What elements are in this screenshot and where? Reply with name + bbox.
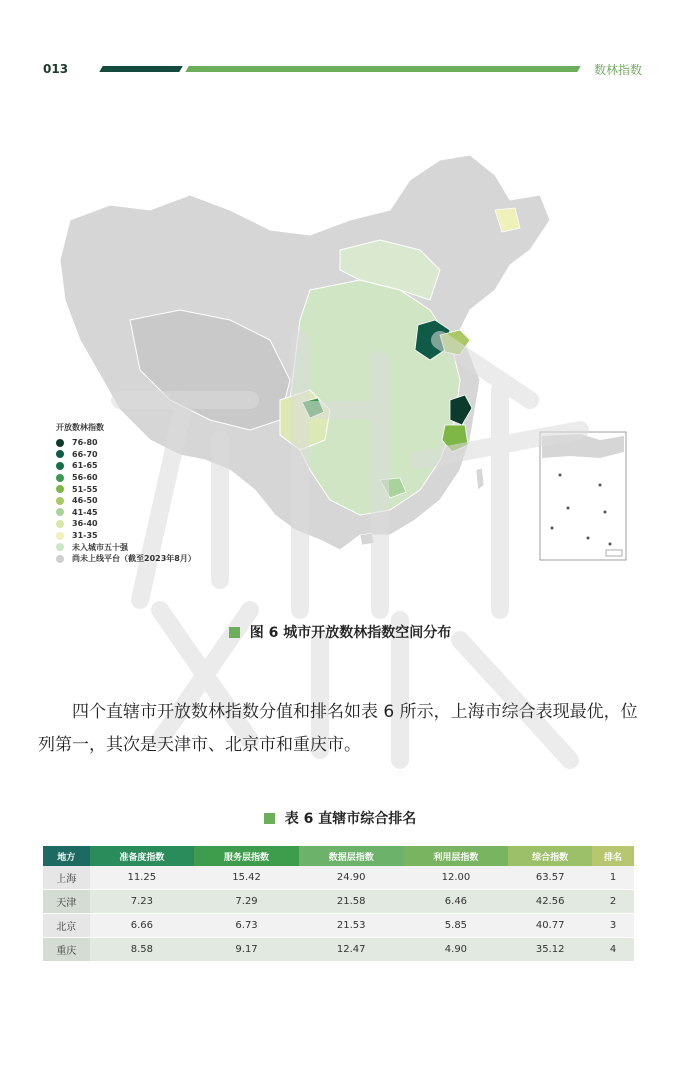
legend-item bbox=[56, 437, 196, 449]
table-row bbox=[43, 866, 634, 890]
cell-readiness: 6.66 bbox=[90, 914, 195, 938]
legend-title: 开放数林指数 bbox=[56, 423, 104, 432]
cell-rank: 1 bbox=[592, 866, 634, 890]
header-bar-dark bbox=[99, 66, 182, 72]
legend-item bbox=[56, 541, 196, 553]
legend-item bbox=[56, 483, 196, 495]
legend-item bbox=[56, 507, 196, 519]
legend-item bbox=[56, 460, 196, 472]
legend-label: 46-50 bbox=[72, 496, 98, 506]
legend-label: 31-35 bbox=[72, 531, 98, 541]
caption-square-icon bbox=[264, 813, 275, 824]
cell-service: 6.73 bbox=[194, 914, 299, 938]
cell-overall: 35.12 bbox=[508, 938, 592, 962]
table-caption-text: 表 6 直辖市综合排名 bbox=[284, 811, 417, 827]
legend-swatch-icon bbox=[56, 439, 64, 447]
cell-rank: 4 bbox=[592, 938, 634, 962]
legend-swatch-icon bbox=[56, 508, 64, 516]
legend-swatch-icon bbox=[56, 462, 64, 470]
cell-usage: 6.46 bbox=[404, 890, 509, 914]
legend-item bbox=[56, 472, 196, 484]
cell-readiness: 11.25 bbox=[90, 866, 195, 890]
cell-overall: 63.57 bbox=[508, 866, 592, 890]
legend-item bbox=[56, 518, 196, 530]
cell-data: 24.90 bbox=[299, 866, 404, 890]
cell-rank: 3 bbox=[592, 914, 634, 938]
cell-overall: 40.77 bbox=[508, 914, 592, 938]
legend-item bbox=[56, 495, 196, 507]
col-header-overall: 综合指数 bbox=[508, 846, 592, 866]
table-row bbox=[43, 938, 634, 962]
col-header-rank: 排名 bbox=[592, 846, 634, 866]
legend-swatch-icon bbox=[56, 474, 64, 482]
cell-rank: 2 bbox=[592, 890, 634, 914]
cell-region: 天津 bbox=[43, 890, 90, 914]
legend-swatch-icon bbox=[56, 555, 64, 563]
col-header-service: 服务层指数 bbox=[194, 846, 299, 866]
brand-label: 数林指数 bbox=[594, 63, 643, 77]
body-paragraph: 四个直辖市开放数林指数分值和排名如表 6 所示，上海市综合表现最优，位列第一，其次是天津市、北京市和重庆市。 bbox=[38, 702, 638, 755]
legend-item bbox=[56, 553, 196, 565]
legend-label: 36-40 bbox=[72, 519, 98, 529]
cell-usage: 4.90 bbox=[404, 938, 509, 962]
legend-item bbox=[56, 449, 196, 461]
col-header-data: 数据层指数 bbox=[299, 846, 404, 866]
col-header-usage: 利用层指数 bbox=[404, 846, 509, 866]
municipality-ranking-table bbox=[43, 846, 634, 962]
cell-service: 7.29 bbox=[194, 890, 299, 914]
cell-region: 北京 bbox=[43, 914, 90, 938]
legend-item bbox=[56, 530, 196, 542]
figure-caption-text: 图 6 城市开放数林指数空间分布 bbox=[249, 625, 452, 641]
legend-label: 56-60 bbox=[72, 473, 98, 483]
cell-overall: 42.56 bbox=[508, 890, 592, 914]
cell-service: 9.17 bbox=[194, 938, 299, 962]
legend-swatch-icon bbox=[56, 543, 64, 551]
caption-square-icon bbox=[229, 627, 240, 638]
legend-swatch-icon bbox=[56, 485, 64, 493]
legend-label: 41-45 bbox=[72, 507, 98, 517]
cell-region: 重庆 bbox=[43, 938, 90, 962]
legend-label: 51-55 bbox=[72, 484, 98, 494]
table-header-row bbox=[43, 846, 634, 866]
cell-readiness: 7.23 bbox=[90, 890, 195, 914]
table-caption bbox=[0, 808, 680, 828]
cell-data: 21.58 bbox=[299, 890, 404, 914]
legend-label: 66-70 bbox=[72, 449, 98, 459]
legend-label: 未入城市五十强 bbox=[72, 542, 128, 552]
figure-caption bbox=[0, 622, 680, 642]
cell-service: 15.42 bbox=[194, 866, 299, 890]
legend-items bbox=[56, 437, 196, 565]
legend-label: 61-65 bbox=[72, 461, 98, 471]
legend-label: 76-80 bbox=[72, 438, 98, 448]
cell-usage: 12.00 bbox=[404, 866, 509, 890]
table-row bbox=[43, 890, 634, 914]
legend-swatch-icon bbox=[56, 520, 64, 528]
map-legend bbox=[56, 422, 196, 565]
legend-swatch-icon bbox=[56, 450, 64, 458]
legend-swatch-icon bbox=[56, 497, 64, 505]
legend-label: 尚未上线平台（截至2023年8月） bbox=[72, 554, 196, 564]
cell-readiness: 8.58 bbox=[90, 938, 195, 962]
cell-region: 上海 bbox=[43, 866, 90, 890]
col-header-readiness: 准备度指数 bbox=[90, 846, 195, 866]
col-header-region: 地方 bbox=[43, 846, 90, 866]
cell-data: 21.53 bbox=[299, 914, 404, 938]
cell-usage: 5.85 bbox=[404, 914, 509, 938]
header-bar-green bbox=[185, 66, 580, 72]
table-row bbox=[43, 914, 634, 938]
legend-swatch-icon bbox=[56, 532, 64, 540]
cell-data: 12.47 bbox=[299, 938, 404, 962]
page-number: 013 bbox=[43, 62, 69, 76]
